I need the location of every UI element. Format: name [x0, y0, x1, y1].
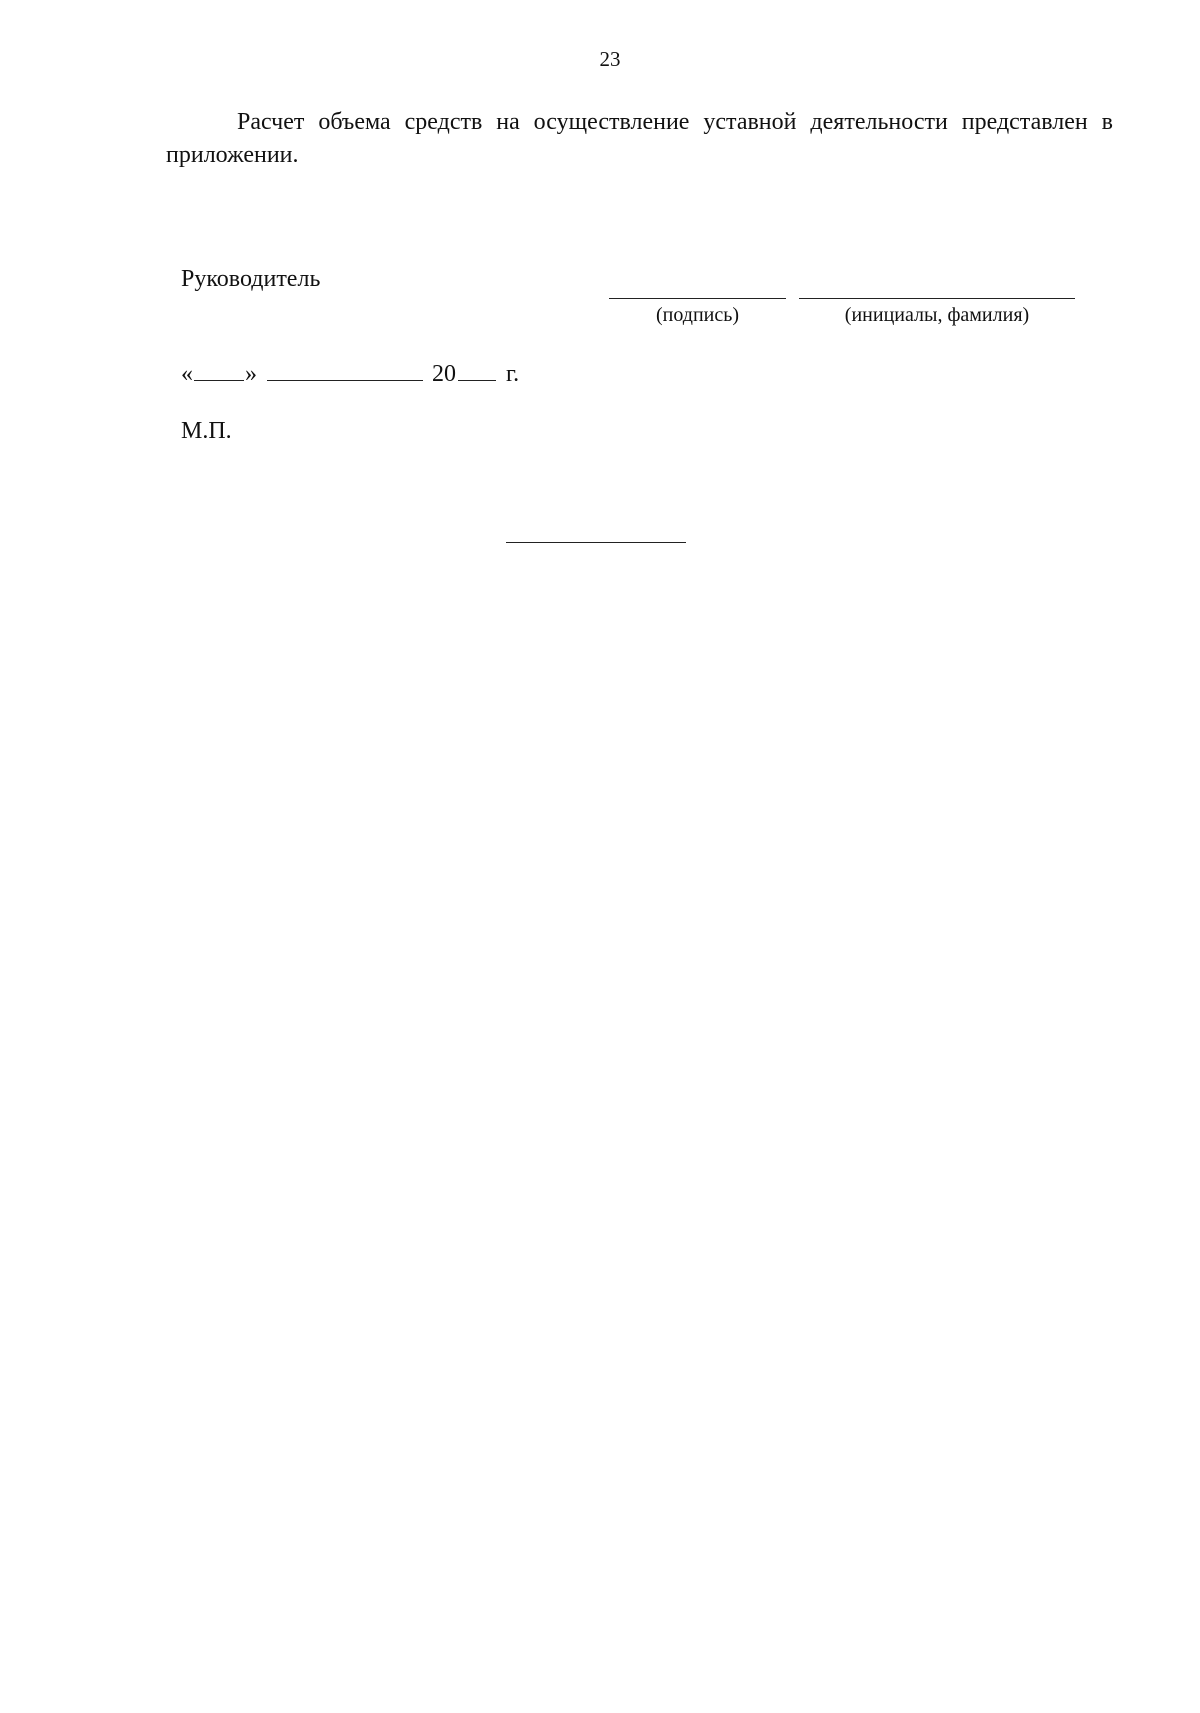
year-suffix: г.	[506, 361, 520, 387]
date-open-quote: «	[181, 361, 193, 387]
closing-rule	[506, 542, 686, 543]
name-caption: (инициалы, фамилия)	[844, 304, 1030, 326]
page-number: 23	[599, 47, 621, 71]
signature-line	[609, 298, 786, 299]
date-line	[181, 359, 519, 389]
date-close-quote: »	[245, 361, 257, 387]
name-line	[799, 298, 1075, 299]
month-blank	[267, 360, 423, 381]
day-blank	[194, 360, 244, 381]
year-blank	[458, 360, 496, 381]
position-label: Руководитель	[181, 266, 321, 292]
signature-caption: (подпись)	[655, 304, 740, 326]
body-paragraph: Расчет объема средств на осуществление уставной деятельности представлен в приложении.	[166, 109, 1113, 168]
year-prefix: 20	[432, 361, 456, 387]
stamp-label: М.П.	[181, 418, 232, 444]
